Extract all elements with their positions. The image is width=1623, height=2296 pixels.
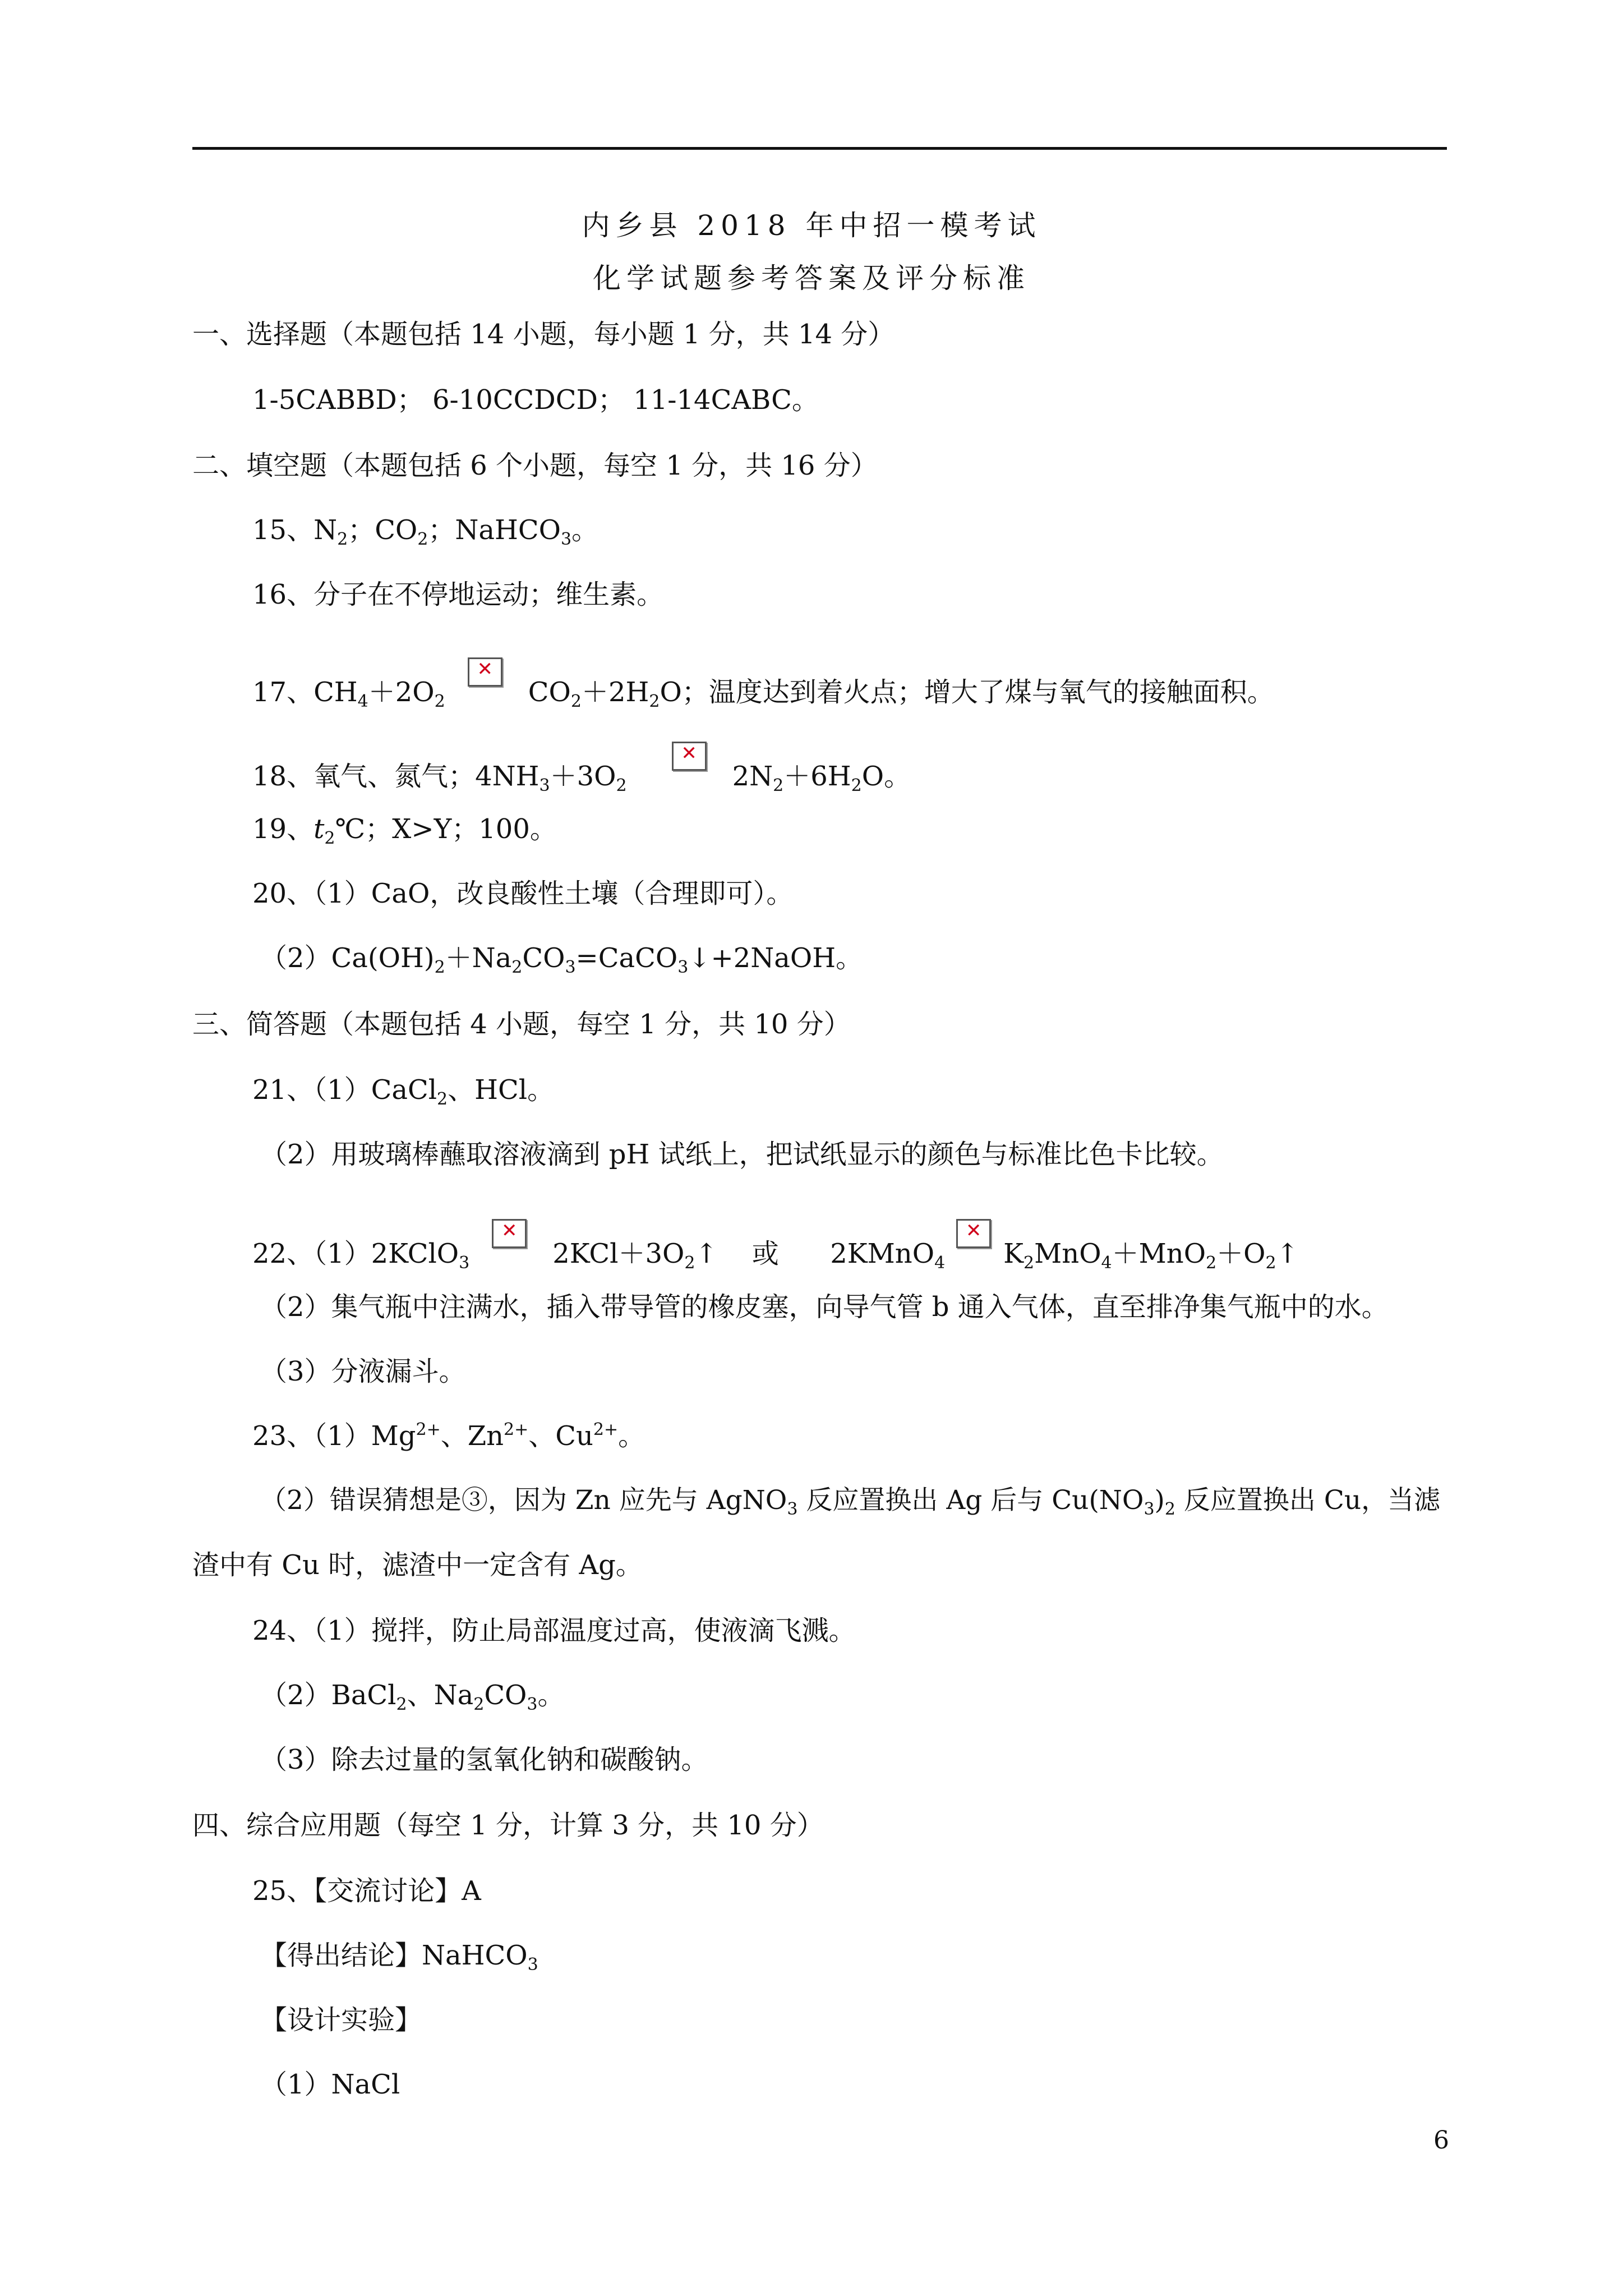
answer-24-3: （3）除去过量的氢氧化钠和碳酸钠。 bbox=[260, 1744, 708, 1775]
section-3-heading: 三、简答题（本题包括 4 小题，每空 1 分，共 10 分） bbox=[192, 1009, 851, 1040]
subscript: 3 bbox=[565, 958, 576, 977]
answer-21-1-text: 、HCl。 bbox=[448, 1074, 555, 1106]
subscript: 2 bbox=[437, 1089, 448, 1109]
answer-23-2-text: 反应置换出 Ag 后与 Cu(NO bbox=[797, 1485, 1144, 1516]
subscript: 3 bbox=[677, 958, 689, 977]
reaction-condition-icon bbox=[492, 1219, 527, 1248]
answer-17-text: ＋2O bbox=[368, 677, 435, 708]
subscript: 3 bbox=[527, 1695, 538, 1714]
answer-23-2-continued: 渣中有 Cu 时，滤渣中一定含有 Ag。 bbox=[192, 1549, 643, 1581]
subscript: 3 bbox=[527, 1955, 538, 1975]
answer-20-1: 20、（1）CaO，改良酸性土壤（合理即可）。 bbox=[252, 878, 794, 909]
answer-23-2-text: （2）错误猜想是③，因为 Zn 应先与 AgNO bbox=[260, 1485, 787, 1516]
answer-15-text: ；NaHCO bbox=[428, 514, 561, 546]
answer-25-discussion: 25、【交流讨论】A bbox=[252, 1875, 481, 1907]
answer-22-2: （2）集气瓶中注满水，插入带导管的橡皮塞，向导气管 b 通入气体，直至排净集气瓶中的水。 bbox=[260, 1291, 1389, 1323]
section-2-heading: 二、填空题（本题包括 6 个小题，每空 1 分，共 16 分） bbox=[192, 450, 878, 481]
answer-22-1-text: K bbox=[1003, 1238, 1024, 1269]
answer-23-1 bbox=[252, 1419, 645, 1453]
answer-22-1-text: ↑ bbox=[1276, 1238, 1299, 1269]
answer-23-1-text: 、Zn bbox=[440, 1420, 504, 1452]
superscript: 2+ bbox=[593, 1420, 619, 1439]
subscript: 4 bbox=[1101, 1253, 1112, 1273]
section-1-heading: 一、选择题（本题包括 14 小题，每小题 1 分，共 14 分） bbox=[192, 319, 895, 350]
answer-22-3: （3）分液漏斗。 bbox=[260, 1356, 466, 1387]
answer-20-2-text: CO bbox=[522, 942, 565, 974]
answer-22-1-text: MnO bbox=[1034, 1238, 1101, 1269]
superscript: 2+ bbox=[504, 1420, 529, 1439]
answer-23-1-text: 23、（1）Mg bbox=[252, 1420, 416, 1452]
answer-25-design-1: （1）NaCl bbox=[260, 2069, 400, 2100]
answer-22-1-text: ↑ 或 2KMnO bbox=[695, 1238, 935, 1269]
answer-22-1 bbox=[252, 1219, 1299, 1271]
answer-19-text: 19、 bbox=[252, 813, 314, 845]
answer-18-text: 2N bbox=[732, 761, 773, 792]
subscript: 2 bbox=[684, 1253, 695, 1273]
subscript: 2 bbox=[851, 776, 862, 795]
header-rule bbox=[192, 147, 1447, 150]
answer-17-text: CO bbox=[528, 677, 571, 708]
answer-22-1-text: ＋MnO bbox=[1112, 1238, 1206, 1269]
answer-19-variable: t bbox=[313, 813, 325, 845]
answer-24-2-text: CO bbox=[484, 1680, 527, 1711]
answer-1-14: 1-5CABBD； 6-10CCDCD； 11-14CABC。 bbox=[252, 384, 819, 416]
subscript: 2 bbox=[616, 776, 627, 795]
answer-16: 16、分子在不停地运动；维生素。 bbox=[252, 579, 664, 610]
subscript: 2 bbox=[1265, 1253, 1276, 1273]
answer-17-text: 17、CH bbox=[252, 677, 358, 708]
answer-20-2 bbox=[260, 941, 863, 975]
reaction-condition-icon bbox=[956, 1219, 991, 1248]
answer-20-2-text: （2）Ca(OH) bbox=[260, 942, 435, 974]
document-subtitle: 化学试题参考答案及评分标准 bbox=[593, 262, 1030, 295]
answer-15 bbox=[252, 513, 598, 547]
answer-21-1-text: 21、（1）CaCl bbox=[252, 1074, 437, 1106]
subscript: 3 bbox=[560, 530, 572, 549]
superscript: 2+ bbox=[416, 1420, 441, 1439]
subscript: 2 bbox=[649, 692, 660, 711]
subscript: 2 bbox=[570, 692, 582, 711]
answer-18 bbox=[252, 742, 911, 793]
subscript: 4 bbox=[357, 692, 368, 711]
section-4-heading: 四、综合应用题（每空 1 分，计算 3 分，共 10 分） bbox=[192, 1810, 824, 1841]
answer-23-2-text: ) bbox=[1154, 1485, 1165, 1516]
subscript: 3 bbox=[539, 776, 550, 795]
reaction-condition-icon bbox=[468, 657, 502, 687]
subscript: 2 bbox=[434, 958, 445, 977]
subscript: 4 bbox=[934, 1253, 946, 1273]
subscript: 2 bbox=[511, 958, 523, 977]
answer-24-2-text: （2）BaCl bbox=[260, 1680, 396, 1711]
subscript: 3 bbox=[459, 1253, 470, 1273]
answer-23-2 bbox=[260, 1484, 1440, 1517]
answer-18-text: ＋3O bbox=[550, 761, 616, 792]
answer-23-1-text: 、Cu bbox=[528, 1420, 593, 1452]
answer-24-2 bbox=[260, 1678, 565, 1712]
reaction-condition-icon bbox=[672, 742, 707, 771]
subscript: 2 bbox=[417, 530, 428, 549]
answer-25-conclusion-text: 【得出结论】NaHCO bbox=[260, 1940, 528, 1971]
answer-21-1 bbox=[252, 1073, 554, 1107]
answer-22-1-text: 2KCl＋3O bbox=[552, 1238, 685, 1269]
subscript: 2 bbox=[324, 829, 335, 848]
answer-15-text: 。 bbox=[571, 514, 599, 546]
subscript: 2 bbox=[434, 692, 445, 711]
subscript: 2 bbox=[1023, 1253, 1035, 1273]
subscript: 2 bbox=[337, 530, 348, 549]
answer-25-conclusion bbox=[260, 1939, 538, 1975]
answer-18-text: ＋6H bbox=[783, 761, 851, 792]
answer-24-1: 24、（1）搅拌，防止局部温度过高，使液滴飞溅。 bbox=[252, 1615, 856, 1646]
subscript: 2 bbox=[773, 776, 784, 795]
answer-22-1-text: ＋O bbox=[1216, 1238, 1266, 1269]
document-title: 内乡县 2018 年中招一模考试 bbox=[582, 209, 1041, 242]
subscript: 2 bbox=[396, 1695, 407, 1714]
answer-19 bbox=[252, 812, 557, 846]
answer-15-text: 15、N bbox=[252, 514, 338, 546]
answer-23-2-text: 反应置换出 Cu，当滤 bbox=[1175, 1485, 1441, 1516]
answer-17-text: O；温度达到着火点；增大了煤与氧气的接触面积。 bbox=[660, 677, 1274, 708]
answer-20-2-text: ↓+2NaOH。 bbox=[688, 942, 863, 974]
subscript: 2 bbox=[1164, 1499, 1175, 1519]
subscript: 3 bbox=[1144, 1499, 1155, 1519]
answer-20-2-text: ＋Na bbox=[445, 942, 512, 974]
answer-15-text: ；CO bbox=[348, 514, 418, 546]
answer-20-2-text: =CaCO bbox=[575, 942, 678, 974]
answer-25-design: 【设计实验】 bbox=[260, 2004, 422, 2036]
answer-24-2-text: 。 bbox=[537, 1680, 565, 1711]
answer-22-1-text: 22、（1）2KClO bbox=[252, 1238, 459, 1269]
answer-24-2-text: 、Na bbox=[407, 1680, 474, 1711]
answer-19-text: ℃；X>Y；100。 bbox=[335, 813, 557, 845]
subscript: 3 bbox=[787, 1499, 798, 1519]
answer-17-text: ＋2H bbox=[581, 677, 649, 708]
subscript: 2 bbox=[1206, 1253, 1217, 1273]
answer-23-1-text: 。 bbox=[618, 1420, 645, 1452]
answer-21-2: （2）用玻璃棒蘸取溶液滴到 pH 试纸上，把试纸显示的颜色与标准比色卡比较。 bbox=[260, 1139, 1224, 1170]
answer-18-text: O。 bbox=[861, 761, 911, 792]
page-number: 6 bbox=[1433, 2126, 1449, 2155]
answer-17 bbox=[252, 657, 1274, 709]
answer-18-text: 18、氧气、氮气；4NH bbox=[252, 761, 540, 792]
subscript: 2 bbox=[473, 1695, 485, 1714]
